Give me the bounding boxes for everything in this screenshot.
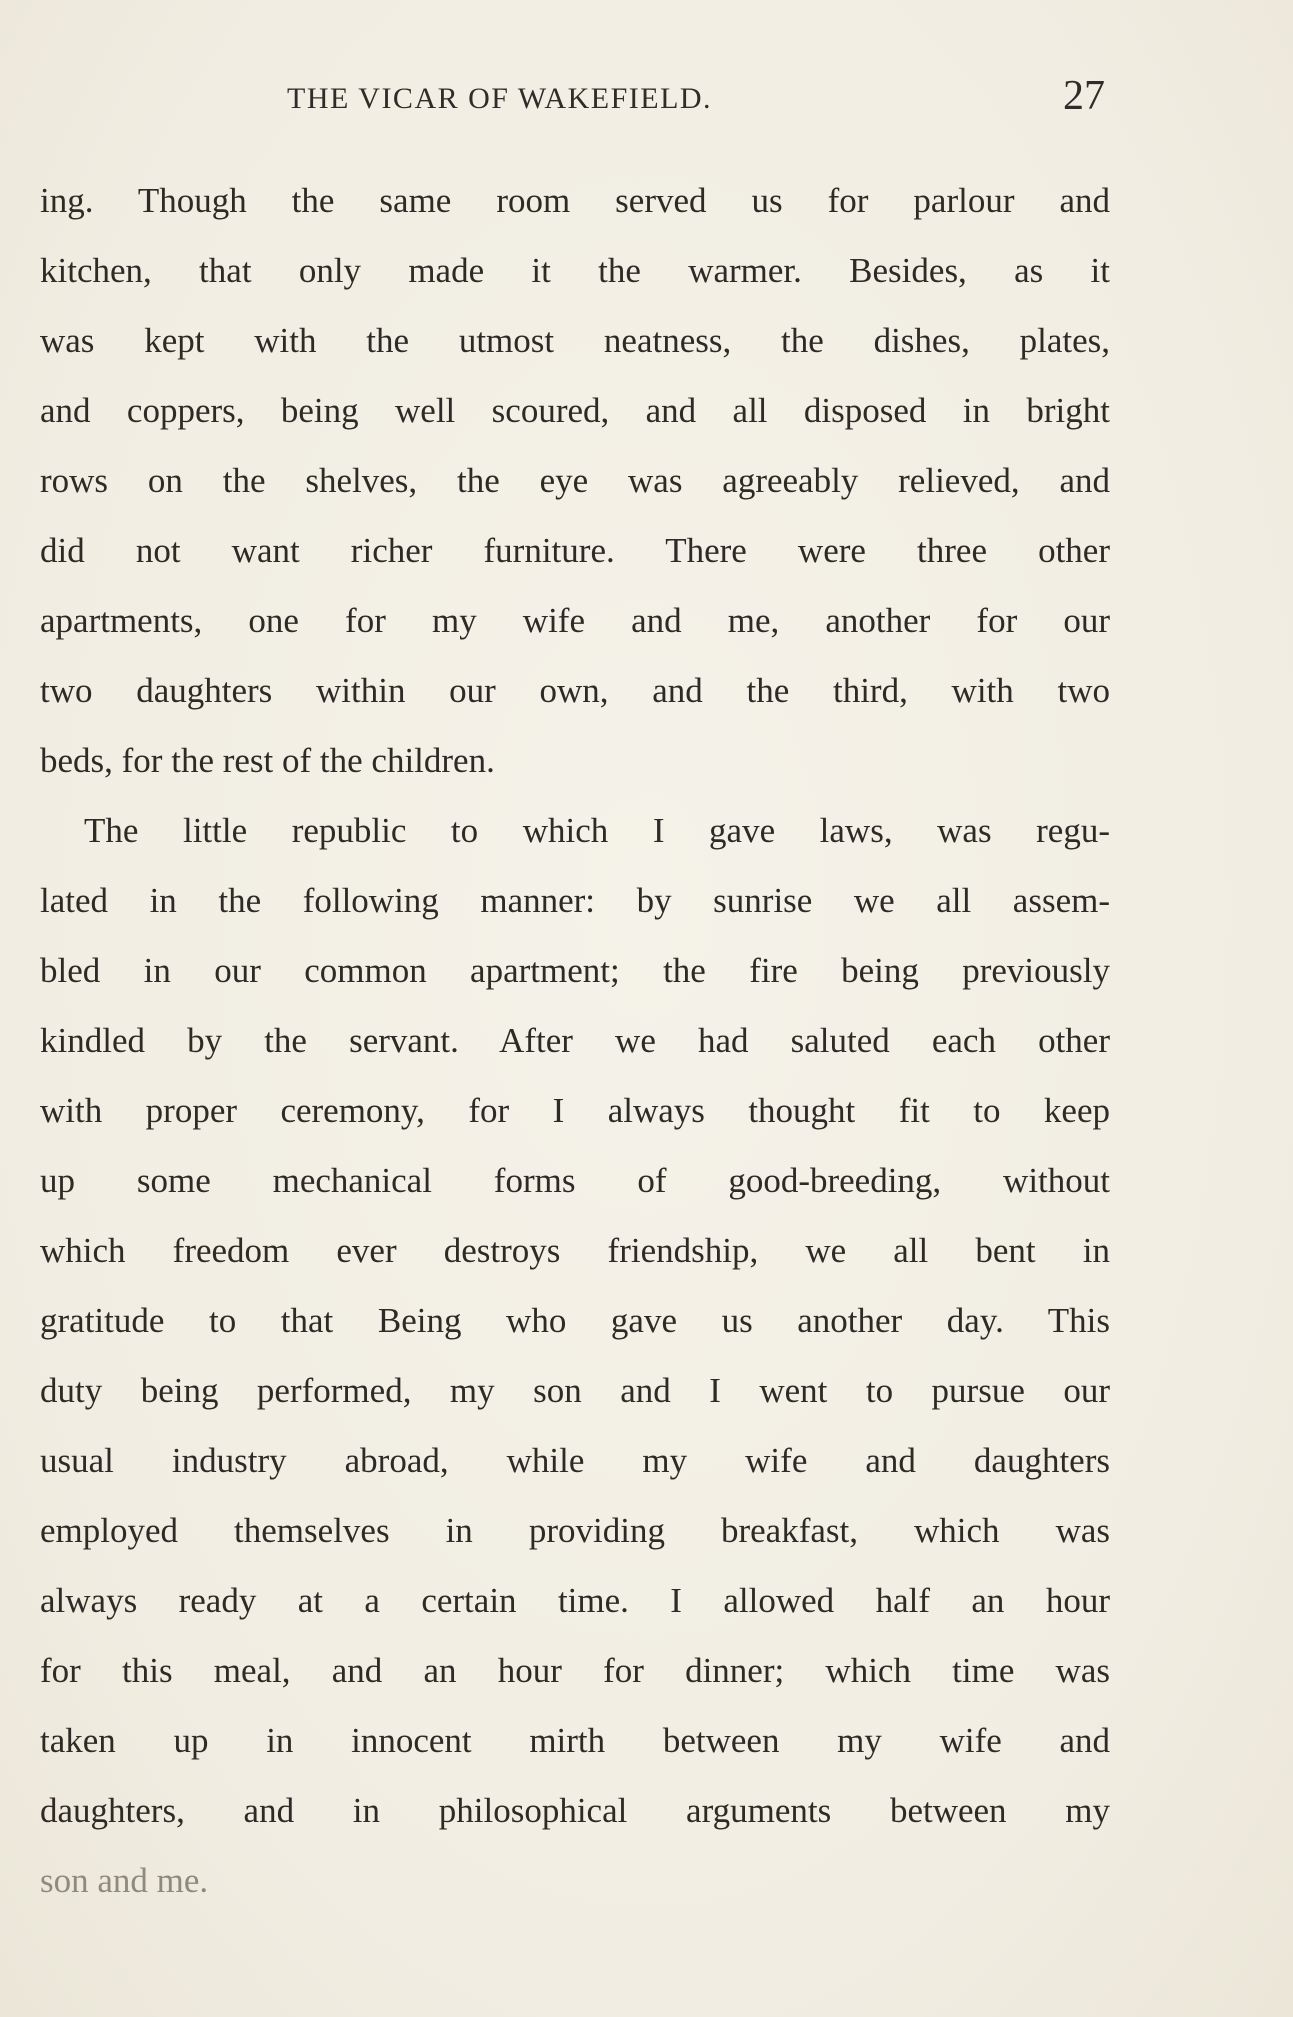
text-line: beds, for the rest of the children. — [40, 741, 495, 780]
text-line: rows on the shelves, the eye was agreeably relieved, and — [40, 461, 1110, 500]
text-line: and coppers, being well scoured, and all disposed in bright — [40, 391, 1110, 430]
text-line: employed themselves in providing breakfast, which was — [40, 1511, 1110, 1550]
text-line: son and me. — [40, 1861, 209, 1900]
text-line: bled in our common apartment; the fire being previously — [40, 951, 1110, 990]
body-text — [40, 166, 1110, 1916]
paragraph-1 — [40, 166, 1110, 796]
text-line: gratitude to that Being who gave us another day. This — [40, 1301, 1110, 1340]
text-line: apartments, one for my wife and me, another for our — [40, 601, 1110, 640]
text-line: which freedom ever destroys friendship, we all bent in — [40, 1231, 1110, 1270]
text-line: two daughters within our own, and the third, with two — [40, 671, 1110, 710]
text-line: kitchen, that only made it the warmer. Besides, as it — [40, 251, 1110, 290]
running-title: THE VICAR OF WAKEFIELD. — [287, 82, 713, 115]
page-header — [40, 73, 1105, 128]
text-line: up some mechanical forms of good-breeding, without — [40, 1161, 1110, 1200]
text-line: usual industry abroad, while my wife and daughters — [40, 1441, 1110, 1480]
text-line: taken up in innocent mirth between my wife and — [40, 1721, 1110, 1760]
text-line: lated in the following manner: by sunrise we all assem- — [40, 881, 1110, 920]
paragraph-2 — [40, 796, 1110, 1916]
text-line: The little republic to which I gave laws, was regu- — [84, 811, 1110, 850]
text-line: always ready at a certain time. I allowed half an hour — [40, 1581, 1110, 1620]
text-line: ing. Though the same room served us for parlour and — [40, 181, 1110, 220]
text-line: did not want richer furniture. There were three other — [40, 531, 1110, 570]
text-line: for this meal, and an hour for dinner; which time was — [40, 1651, 1110, 1690]
text-line: was kept with the utmost neatness, the dishes, plates, — [40, 321, 1110, 360]
page-number: 27 — [1063, 73, 1105, 119]
text-line: daughters, and in philosophical arguments between my — [40, 1791, 1110, 1830]
text-line: with proper ceremony, for I always thought fit to keep — [40, 1091, 1110, 1130]
text-line: kindled by the servant. After we had saluted each other — [40, 1021, 1110, 1060]
text-line: duty being performed, my son and I went to pursue our — [40, 1371, 1110, 1410]
